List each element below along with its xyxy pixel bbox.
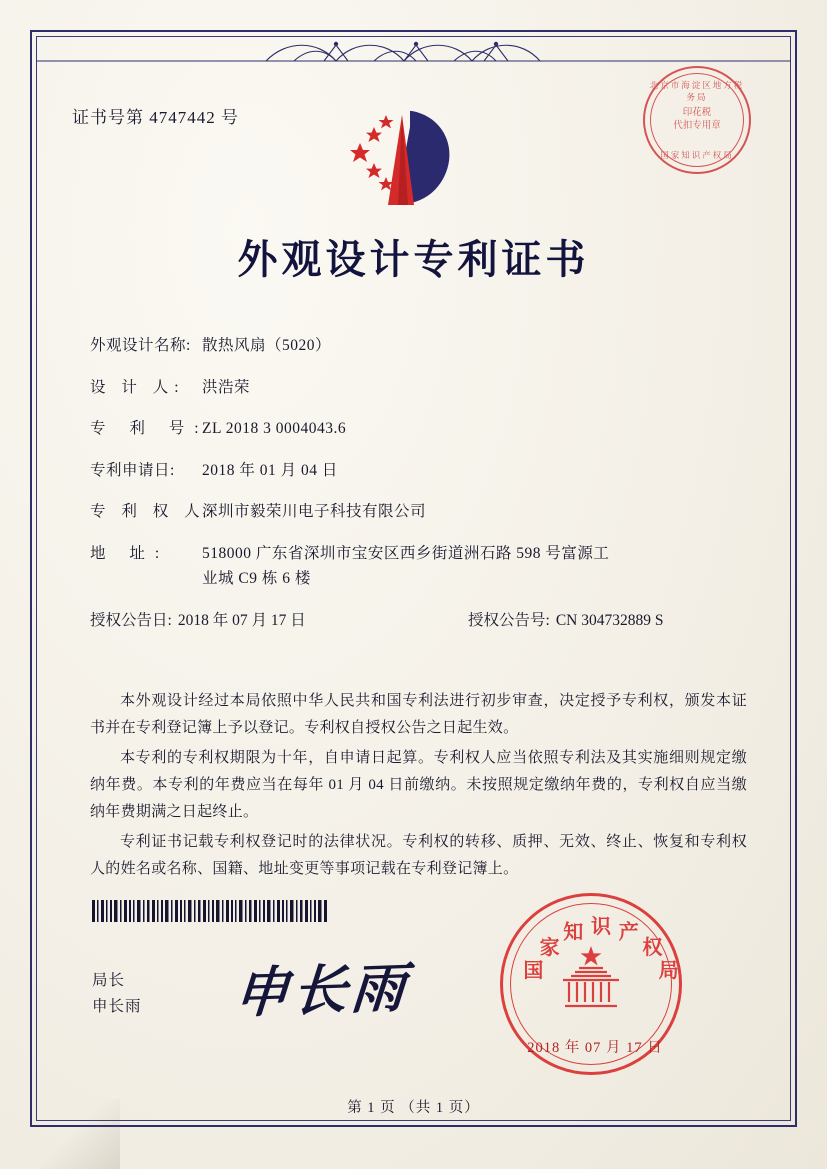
field-row-patentee [90,504,749,520]
seal-date: 2018 年 07 月 17 日 [527,1040,663,1056]
tax-stamp-arc-top: 北京市海淀区地方税务局 [649,80,745,102]
field-value: ZL 2018 3 0004043.6 [202,420,347,437]
page-title: 外观设计专利证书 [237,237,590,282]
signature-handwriting: 申长雨 [232,957,412,1025]
field-row-patent-number [90,421,749,437]
cnipa-logo-icon [340,105,470,217]
field-row-address [90,546,749,587]
page-footer: 第 1 页 （共 1 页） [347,1100,480,1116]
field-label: 专 利 号: [90,420,209,437]
seal-arc-char-7: 局 [658,959,679,982]
tax-stamp-mid-line2: 代扣专用章 [673,121,721,131]
field-value-address [202,546,749,587]
address-line-2: 业城 C9 栋 6 楼 [202,570,311,587]
field-row-application-date [90,463,749,479]
field-value: 深圳市毅荣川电子科技有限公司 [202,503,427,520]
field-row-grant [90,613,749,629]
field-label: 设 计 人: [90,378,185,396]
seal-arc-char-2: 家 [539,936,560,959]
body-paragraph-2: 本专利的专利权期限为十年，自申请日起算。专利权人应当依照专利法及其实施细则规定缴纳年费。本专利的年费应当在每年 01 月 04 日前缴纳。未按照规定缴纳年费的，专利权自应当缴纳年费期满之日起终止。 [90,750,747,820]
grant-date-label: 授权公告日: [90,611,172,629]
signature-labels [92,968,142,1020]
seal-arc-char-1: 国 [523,959,544,982]
field-row-design-name [90,338,749,354]
grant-date-value: 2018 年 07 月 17 日 [177,611,306,629]
body-text [90,688,747,886]
seal-arc-char-6: 权 [642,936,663,959]
field-value: 2018 年 01 月 04 日 [202,461,338,479]
tax-stamp [643,66,751,174]
certificate-number: 证书号第 4747442 号 [72,108,239,127]
grant-number-label: 授权公告号: [468,611,550,629]
field-list [90,338,749,646]
signature-role-label: 局长 [92,972,126,989]
signature-name-label: 申长雨 [92,998,142,1015]
seal-arc-char-5: 产 [618,921,639,944]
tax-stamp-arc-bottom: 国家知识产权局 [660,150,734,160]
grant-number-value: CN 304732889 S [555,611,664,629]
address-line-1: 518000 广东省深圳市宝安区西乡街道洲石路 598 号富源工 [202,544,610,562]
seal-arc-char-3: 知 [563,921,584,944]
field-value: 洪浩荣 [202,378,251,396]
field-label: 外观设计名称: [90,337,191,354]
field-label: 专利申请日: [90,461,175,479]
tax-stamp-mid-line1: 印花税 [682,108,712,118]
top-ornament [36,36,791,62]
tax-stamp-middle [645,107,749,133]
national-emblem-icon [549,942,633,1026]
seal-arc-char-4: 识 [591,916,611,938]
body-paragraph-1: 本外观设计经过本局依照中华人民共和国专利法进行初步审查，决定授予专利权，颁发本证书并在专利登记簿上予以登记。专利权自授权公告之日起生效。 [90,693,747,736]
field-row-designer [90,380,749,396]
field-label: 专 利 权 人: [90,503,216,520]
field-value: 散热风扇（5020） [202,337,332,354]
barcode-icon [92,900,327,922]
body-paragraph-3: 专利证书记载专利权登记时的法律状况。专利权的转移、质押、无效、终止、恢复和专利权人的姓名或名称、国籍、地址变更等事项记载在专利登记簿上。 [90,834,747,877]
field-label: 地 址: [90,544,170,562]
